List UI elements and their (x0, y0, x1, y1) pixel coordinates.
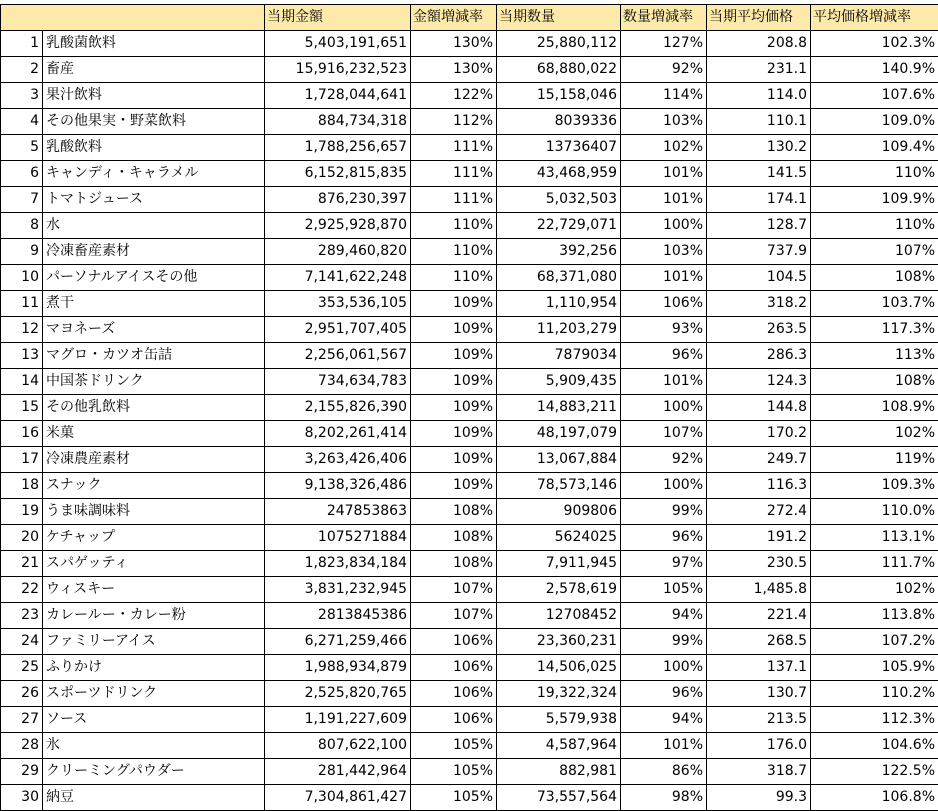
quantity-change-rate-cell[interactable]: 96% (621, 681, 707, 707)
amount-change-rate-cell[interactable]: 109% (411, 421, 497, 447)
avg-price-cell[interactable]: 124.3 (707, 369, 811, 395)
amount-change-rate-cell[interactable]: 108% (411, 551, 497, 577)
avg-price-change-rate-cell[interactable]: 109.0% (811, 109, 938, 135)
current-quantity-cell[interactable]: 392,256 (497, 239, 621, 265)
current-quantity-cell[interactable]: 12708452 (497, 603, 621, 629)
quantity-change-rate-cell[interactable]: 101% (621, 161, 707, 187)
current-amount-cell[interactable]: 2,951,707,405 (265, 317, 411, 343)
item-name-cell[interactable]: 氷 (43, 733, 265, 759)
item-name-cell[interactable]: ソース (43, 707, 265, 733)
current-quantity-cell[interactable]: 2,578,619 (497, 577, 621, 603)
avg-price-cell[interactable]: 130.7 (707, 681, 811, 707)
avg-price-change-rate-cell[interactable]: 108.9% (811, 395, 938, 421)
amount-change-rate-cell[interactable]: 105% (411, 733, 497, 759)
current-amount-cell[interactable]: 281,442,964 (265, 759, 411, 785)
table-row (1, 239, 938, 265)
avg-price-change-rate-cell[interactable]: 113% (811, 343, 938, 369)
table-row (1, 577, 938, 603)
quantity-change-rate-cell[interactable]: 94% (621, 707, 707, 733)
quantity-change-rate-cell[interactable]: 94% (621, 603, 707, 629)
avg-price-cell[interactable]: 144.8 (707, 395, 811, 421)
table-row (1, 551, 938, 577)
current-quantity-cell[interactable]: 7,911,945 (497, 551, 621, 577)
quantity-change-rate-cell[interactable]: 96% (621, 343, 707, 369)
amount-change-rate-cell[interactable]: 110% (411, 213, 497, 239)
avg-price-change-rate-cell[interactable]: 105.9% (811, 655, 938, 681)
current-amount-cell[interactable]: 1075271884 (265, 525, 411, 551)
current-amount-cell[interactable]: 3,831,232,945 (265, 577, 411, 603)
quantity-change-rate-cell[interactable]: 107% (621, 421, 707, 447)
table-row (1, 499, 938, 525)
header-amount-change-rate[interactable]: 金額増減率 (411, 5, 497, 31)
avg-price-change-rate-cell[interactable]: 111.7% (811, 551, 938, 577)
current-amount-cell[interactable]: 9,138,326,486 (265, 473, 411, 499)
row-index-cell[interactable]: 16 (1, 421, 43, 447)
current-quantity-cell[interactable]: 8039336 (497, 109, 621, 135)
avg-price-cell[interactable]: 286.3 (707, 343, 811, 369)
row-index-cell[interactable]: 3 (1, 83, 43, 109)
current-amount-cell[interactable]: 3,263,426,406 (265, 447, 411, 473)
avg-price-change-rate-cell[interactable]: 108% (811, 265, 938, 291)
avg-price-change-rate-cell[interactable]: 110% (811, 213, 938, 239)
table-row (1, 343, 938, 369)
current-amount-cell[interactable]: 1,191,227,609 (265, 707, 411, 733)
row-index-cell[interactable]: 12 (1, 317, 43, 343)
avg-price-change-rate-cell[interactable]: 109.3% (811, 473, 938, 499)
item-name-cell[interactable]: 冷凍畜産素材 (43, 239, 265, 265)
current-quantity-cell[interactable]: 68,880,022 (497, 57, 621, 83)
item-name-cell[interactable]: マグロ・カツオ缶詰 (43, 343, 265, 369)
avg-price-change-rate-cell[interactable]: 102% (811, 421, 938, 447)
row-index-cell[interactable]: 26 (1, 681, 43, 707)
item-name-cell[interactable]: トマトジュース (43, 187, 265, 213)
table-row (1, 655, 938, 681)
item-name-cell[interactable]: 納豆 (43, 785, 265, 811)
current-amount-cell[interactable]: 2813845386 (265, 603, 411, 629)
table-row (1, 135, 938, 161)
row-index-cell[interactable]: 23 (1, 603, 43, 629)
amount-change-rate-cell[interactable]: 106% (411, 629, 497, 655)
amount-change-rate-cell[interactable]: 107% (411, 603, 497, 629)
avg-price-cell[interactable]: 318.2 (707, 291, 811, 317)
avg-price-cell[interactable]: 221.4 (707, 603, 811, 629)
table-row (1, 733, 938, 759)
amount-change-rate-cell[interactable]: 106% (411, 707, 497, 733)
avg-price-change-rate-cell[interactable]: 102% (811, 577, 938, 603)
quantity-change-rate-cell[interactable]: 86% (621, 759, 707, 785)
table-row (1, 395, 938, 421)
current-quantity-cell[interactable]: 73,557,564 (497, 785, 621, 811)
current-quantity-cell[interactable]: 5624025 (497, 525, 621, 551)
avg-price-change-rate-cell[interactable]: 113.8% (811, 603, 938, 629)
current-amount-cell[interactable]: 353,536,105 (265, 291, 411, 317)
avg-price-cell[interactable]: 104.5 (707, 265, 811, 291)
amount-change-rate-cell[interactable]: 109% (411, 369, 497, 395)
quantity-change-rate-cell[interactable]: 97% (621, 551, 707, 577)
row-index-cell[interactable]: 15 (1, 395, 43, 421)
avg-price-change-rate-cell[interactable]: 110.2% (811, 681, 938, 707)
amount-change-rate-cell[interactable]: 108% (411, 525, 497, 551)
row-index-cell[interactable]: 11 (1, 291, 43, 317)
quantity-change-rate-cell[interactable]: 100% (621, 395, 707, 421)
current-amount-cell[interactable]: 1,823,834,184 (265, 551, 411, 577)
current-amount-cell[interactable]: 7,304,861,427 (265, 785, 411, 811)
current-amount-cell[interactable]: 5,403,191,651 (265, 31, 411, 57)
header-quantity-change-rate[interactable]: 数量増減率 (621, 5, 707, 31)
table-row (1, 629, 938, 655)
table-row (1, 109, 938, 135)
item-name-cell[interactable]: 乳酸菌飲料 (43, 31, 265, 57)
quantity-change-rate-cell[interactable]: 93% (621, 317, 707, 343)
amount-change-rate-cell[interactable]: 109% (411, 291, 497, 317)
avg-price-cell[interactable]: 268.5 (707, 629, 811, 655)
current-quantity-cell[interactable]: 5,909,435 (497, 369, 621, 395)
quantity-change-rate-cell[interactable]: 114% (621, 83, 707, 109)
amount-change-rate-cell[interactable]: 106% (411, 655, 497, 681)
avg-price-cell[interactable]: 128.7 (707, 213, 811, 239)
row-index-cell[interactable]: 29 (1, 759, 43, 785)
quantity-change-rate-cell[interactable]: 100% (621, 213, 707, 239)
avg-price-cell[interactable]: 130.2 (707, 135, 811, 161)
avg-price-change-rate-cell[interactable]: 104.6% (811, 733, 938, 759)
avg-price-cell[interactable]: 230.5 (707, 551, 811, 577)
row-index-cell[interactable]: 10 (1, 265, 43, 291)
table-row (1, 707, 938, 733)
row-index-cell[interactable]: 6 (1, 161, 43, 187)
header-current-quantity[interactable]: 当期数量 (497, 5, 621, 31)
table-row (1, 759, 938, 785)
row-index-cell[interactable]: 22 (1, 577, 43, 603)
current-amount-cell[interactable]: 2,155,826,390 (265, 395, 411, 421)
avg-price-change-rate-cell[interactable]: 108% (811, 369, 938, 395)
current-amount-cell[interactable]: 1,728,044,641 (265, 83, 411, 109)
current-quantity-cell[interactable]: 15,158,046 (497, 83, 621, 109)
item-name-cell[interactable]: その他果実・野菜飲料 (43, 109, 265, 135)
current-quantity-cell[interactable]: 22,729,071 (497, 213, 621, 239)
avg-price-cell[interactable]: 110.1 (707, 109, 811, 135)
row-index-cell[interactable]: 14 (1, 369, 43, 395)
current-quantity-cell[interactable]: 5,579,938 (497, 707, 621, 733)
avg-price-change-rate-cell[interactable]: 107.6% (811, 83, 938, 109)
table-row (1, 369, 938, 395)
amount-change-rate-cell[interactable]: 105% (411, 785, 497, 811)
item-name-cell[interactable]: 米菓 (43, 421, 265, 447)
current-amount-cell[interactable]: 2,525,820,765 (265, 681, 411, 707)
table-row (1, 525, 938, 551)
table-row (1, 213, 938, 239)
avg-price-cell[interactable]: 249.7 (707, 447, 811, 473)
quantity-change-rate-cell[interactable]: 92% (621, 57, 707, 83)
avg-price-cell[interactable]: 99.3 (707, 785, 811, 811)
table-row (1, 681, 938, 707)
item-name-cell[interactable]: カレールー・カレー粉 (43, 603, 265, 629)
row-index-cell[interactable]: 19 (1, 499, 43, 525)
quantity-change-rate-cell[interactable]: 127% (621, 31, 707, 57)
item-name-cell[interactable]: 煮干 (43, 291, 265, 317)
quantity-change-rate-cell[interactable]: 96% (621, 525, 707, 551)
avg-price-change-rate-cell[interactable]: 122.5% (811, 759, 938, 785)
avg-price-change-rate-cell[interactable]: 107.2% (811, 629, 938, 655)
row-index-cell[interactable]: 21 (1, 551, 43, 577)
avg-price-change-rate-cell[interactable]: 102.3% (811, 31, 938, 57)
row-index-cell[interactable]: 8 (1, 213, 43, 239)
current-quantity-cell[interactable]: 25,880,112 (497, 31, 621, 57)
row-index-cell[interactable]: 18 (1, 473, 43, 499)
row-index-cell[interactable]: 2 (1, 57, 43, 83)
avg-price-change-rate-cell[interactable]: 117.3% (811, 317, 938, 343)
avg-price-change-rate-cell[interactable]: 103.7% (811, 291, 938, 317)
current-quantity-cell[interactable]: 19,322,324 (497, 681, 621, 707)
current-quantity-cell[interactable]: 882,981 (497, 759, 621, 785)
current-amount-cell[interactable]: 884,734,318 (265, 109, 411, 135)
row-index-cell[interactable]: 20 (1, 525, 43, 551)
table-row (1, 265, 938, 291)
header-corner-cell (1, 5, 265, 31)
amount-change-rate-cell[interactable]: 111% (411, 161, 497, 187)
row-index-cell[interactable]: 4 (1, 109, 43, 135)
avg-price-cell[interactable]: 263.5 (707, 317, 811, 343)
current-quantity-cell[interactable]: 11,203,279 (497, 317, 621, 343)
quantity-change-rate-cell[interactable]: 105% (621, 577, 707, 603)
current-amount-cell[interactable]: 8,202,261,414 (265, 421, 411, 447)
amount-change-rate-cell[interactable]: 110% (411, 265, 497, 291)
current-amount-cell[interactable]: 1,788,256,657 (265, 135, 411, 161)
avg-price-cell[interactable]: 318.7 (707, 759, 811, 785)
item-name-cell[interactable]: 果汁飲料 (43, 83, 265, 109)
amount-change-rate-cell[interactable]: 109% (411, 343, 497, 369)
avg-price-change-rate-cell[interactable]: 107% (811, 239, 938, 265)
table-row (1, 83, 938, 109)
table-row (1, 421, 938, 447)
quantity-change-rate-cell[interactable]: 98% (621, 785, 707, 811)
item-name-cell[interactable]: パーソナルアイスその他 (43, 265, 265, 291)
amount-change-rate-cell[interactable]: 105% (411, 759, 497, 785)
item-name-cell[interactable]: キャンディ・キャラメル (43, 161, 265, 187)
avg-price-cell[interactable]: 170.2 (707, 421, 811, 447)
quantity-change-rate-cell[interactable]: 100% (621, 473, 707, 499)
current-quantity-cell[interactable]: 909806 (497, 499, 621, 525)
current-quantity-cell[interactable]: 68,371,080 (497, 265, 621, 291)
avg-price-change-rate-cell[interactable]: 119% (811, 447, 938, 473)
item-name-cell[interactable]: スナック (43, 473, 265, 499)
amount-change-rate-cell[interactable]: 109% (411, 317, 497, 343)
item-name-cell[interactable]: 中国茶ドリンク (43, 369, 265, 395)
current-quantity-cell[interactable]: 48,197,079 (497, 421, 621, 447)
avg-price-cell[interactable]: 174.1 (707, 187, 811, 213)
avg-price-cell[interactable]: 191.2 (707, 525, 811, 551)
avg-price-cell[interactable]: 176.0 (707, 733, 811, 759)
header-avg-price-change-rate[interactable]: 平均価格増減率 (811, 5, 938, 31)
avg-price-cell[interactable]: 116.3 (707, 473, 811, 499)
avg-price-change-rate-cell[interactable]: 113.1% (811, 525, 938, 551)
quantity-change-rate-cell[interactable]: 103% (621, 239, 707, 265)
item-name-cell[interactable]: 水 (43, 213, 265, 239)
item-name-cell[interactable]: ファミリーアイス (43, 629, 265, 655)
amount-change-rate-cell[interactable]: 109% (411, 447, 497, 473)
item-name-cell[interactable]: マヨネーズ (43, 317, 265, 343)
quantity-change-rate-cell[interactable]: 99% (621, 499, 707, 525)
current-amount-cell[interactable]: 247853863 (265, 499, 411, 525)
avg-price-cell[interactable]: 137.1 (707, 655, 811, 681)
table-row (1, 317, 938, 343)
current-quantity-cell[interactable]: 23,360,231 (497, 629, 621, 655)
avg-price-cell[interactable]: 272.4 (707, 499, 811, 525)
quantity-change-rate-cell[interactable]: 101% (621, 369, 707, 395)
quantity-change-rate-cell[interactable]: 101% (621, 733, 707, 759)
table-row (1, 603, 938, 629)
row-index-cell[interactable]: 17 (1, 447, 43, 473)
amount-change-rate-cell[interactable]: 109% (411, 473, 497, 499)
amount-change-rate-cell[interactable]: 130% (411, 57, 497, 83)
table-row (1, 473, 938, 499)
table-row (1, 447, 938, 473)
table-row (1, 161, 938, 187)
current-quantity-cell[interactable]: 78,573,146 (497, 473, 621, 499)
current-amount-cell[interactable]: 15,916,232,523 (265, 57, 411, 83)
avg-price-change-rate-cell[interactable]: 110% (811, 161, 938, 187)
current-quantity-cell[interactable]: 14,506,025 (497, 655, 621, 681)
row-index-cell[interactable]: 27 (1, 707, 43, 733)
current-amount-cell[interactable]: 289,460,820 (265, 239, 411, 265)
item-name-cell[interactable]: その他乳飲料 (43, 395, 265, 421)
item-name-cell[interactable]: ケチャップ (43, 525, 265, 551)
avg-price-cell[interactable]: 114.0 (707, 83, 811, 109)
avg-price-change-rate-cell[interactable]: 140.9% (811, 57, 938, 83)
table-row (1, 57, 938, 83)
quantity-change-rate-cell[interactable]: 106% (621, 291, 707, 317)
row-index-cell[interactable]: 5 (1, 135, 43, 161)
item-name-cell[interactable]: 乳酸飲料 (43, 135, 265, 161)
amount-change-rate-cell[interactable]: 112% (411, 109, 497, 135)
amount-change-rate-cell[interactable]: 110% (411, 239, 497, 265)
quantity-change-rate-cell[interactable]: 92% (621, 447, 707, 473)
current-quantity-cell[interactable]: 1,110,954 (497, 291, 621, 317)
current-amount-cell[interactable]: 2,925,928,870 (265, 213, 411, 239)
avg-price-cell[interactable]: 737.9 (707, 239, 811, 265)
amount-change-rate-cell[interactable]: 109% (411, 395, 497, 421)
header-current-avg-price[interactable]: 当期平均価格 (707, 5, 811, 31)
current-amount-cell[interactable]: 6,271,259,466 (265, 629, 411, 655)
current-quantity-cell[interactable]: 5,032,503 (497, 187, 621, 213)
row-index-cell[interactable]: 28 (1, 733, 43, 759)
row-index-cell[interactable]: 25 (1, 655, 43, 681)
avg-price-cell[interactable]: 208.8 (707, 31, 811, 57)
quantity-change-rate-cell[interactable]: 102% (621, 135, 707, 161)
amount-change-rate-cell[interactable]: 122% (411, 83, 497, 109)
avg-price-cell[interactable]: 141.5 (707, 161, 811, 187)
current-amount-cell[interactable]: 876,230,397 (265, 187, 411, 213)
quantity-change-rate-cell[interactable]: 101% (621, 265, 707, 291)
item-name-cell[interactable]: 畜産 (43, 57, 265, 83)
avg-price-change-rate-cell[interactable]: 109.4% (811, 135, 938, 161)
avg-price-change-rate-cell[interactable]: 109.9% (811, 187, 938, 213)
avg-price-change-rate-cell[interactable]: 110.0% (811, 499, 938, 525)
amount-change-rate-cell[interactable]: 106% (411, 681, 497, 707)
amount-change-rate-cell[interactable]: 107% (411, 577, 497, 603)
current-quantity-cell[interactable]: 43,468,959 (497, 161, 621, 187)
table-row (1, 187, 938, 213)
item-name-cell[interactable]: スパゲッティ (43, 551, 265, 577)
row-index-cell[interactable]: 7 (1, 187, 43, 213)
current-amount-cell[interactable]: 807,622,100 (265, 733, 411, 759)
current-amount-cell[interactable]: 2,256,061,567 (265, 343, 411, 369)
header-row (1, 5, 938, 31)
current-quantity-cell[interactable]: 14,883,211 (497, 395, 621, 421)
current-quantity-cell[interactable]: 13736407 (497, 135, 621, 161)
item-name-cell[interactable]: うま味調味料 (43, 499, 265, 525)
current-amount-cell[interactable]: 6,152,815,835 (265, 161, 411, 187)
row-index-cell[interactable]: 9 (1, 239, 43, 265)
item-name-cell[interactable]: ふりかけ (43, 655, 265, 681)
quantity-change-rate-cell[interactable]: 100% (621, 655, 707, 681)
current-amount-cell[interactable]: 734,634,783 (265, 369, 411, 395)
table-row (1, 31, 938, 57)
amount-change-rate-cell[interactable]: 111% (411, 135, 497, 161)
row-index-cell[interactable]: 1 (1, 31, 43, 57)
data-table (0, 4, 938, 811)
table-row (1, 291, 938, 317)
current-quantity-cell[interactable]: 13,067,884 (497, 447, 621, 473)
amount-change-rate-cell[interactable]: 108% (411, 499, 497, 525)
avg-price-cell[interactable]: 231.1 (707, 57, 811, 83)
row-index-cell[interactable]: 24 (1, 629, 43, 655)
row-index-cell[interactable]: 30 (1, 785, 43, 811)
avg-price-cell[interactable]: 1,485.8 (707, 577, 811, 603)
avg-price-change-rate-cell[interactable]: 112.3% (811, 707, 938, 733)
amount-change-rate-cell[interactable]: 111% (411, 187, 497, 213)
avg-price-cell[interactable]: 213.5 (707, 707, 811, 733)
quantity-change-rate-cell[interactable]: 103% (621, 109, 707, 135)
header-current-amount[interactable]: 当期金額 (265, 5, 411, 31)
item-name-cell[interactable]: 冷凍農産素材 (43, 447, 265, 473)
current-quantity-cell[interactable]: 7879034 (497, 343, 621, 369)
amount-change-rate-cell[interactable]: 130% (411, 31, 497, 57)
row-index-cell[interactable]: 13 (1, 343, 43, 369)
avg-price-change-rate-cell[interactable]: 106.8% (811, 785, 938, 811)
current-quantity-cell[interactable]: 4,587,964 (497, 733, 621, 759)
item-name-cell[interactable]: スポーツドリンク (43, 681, 265, 707)
item-name-cell[interactable]: ウィスキー (43, 577, 265, 603)
current-amount-cell[interactable]: 1,988,934,879 (265, 655, 411, 681)
quantity-change-rate-cell[interactable]: 101% (621, 187, 707, 213)
item-name-cell[interactable]: クリーミングパウダー (43, 759, 265, 785)
current-amount-cell[interactable]: 7,141,622,248 (265, 265, 411, 291)
table-row (1, 785, 938, 811)
quantity-change-rate-cell[interactable]: 99% (621, 629, 707, 655)
